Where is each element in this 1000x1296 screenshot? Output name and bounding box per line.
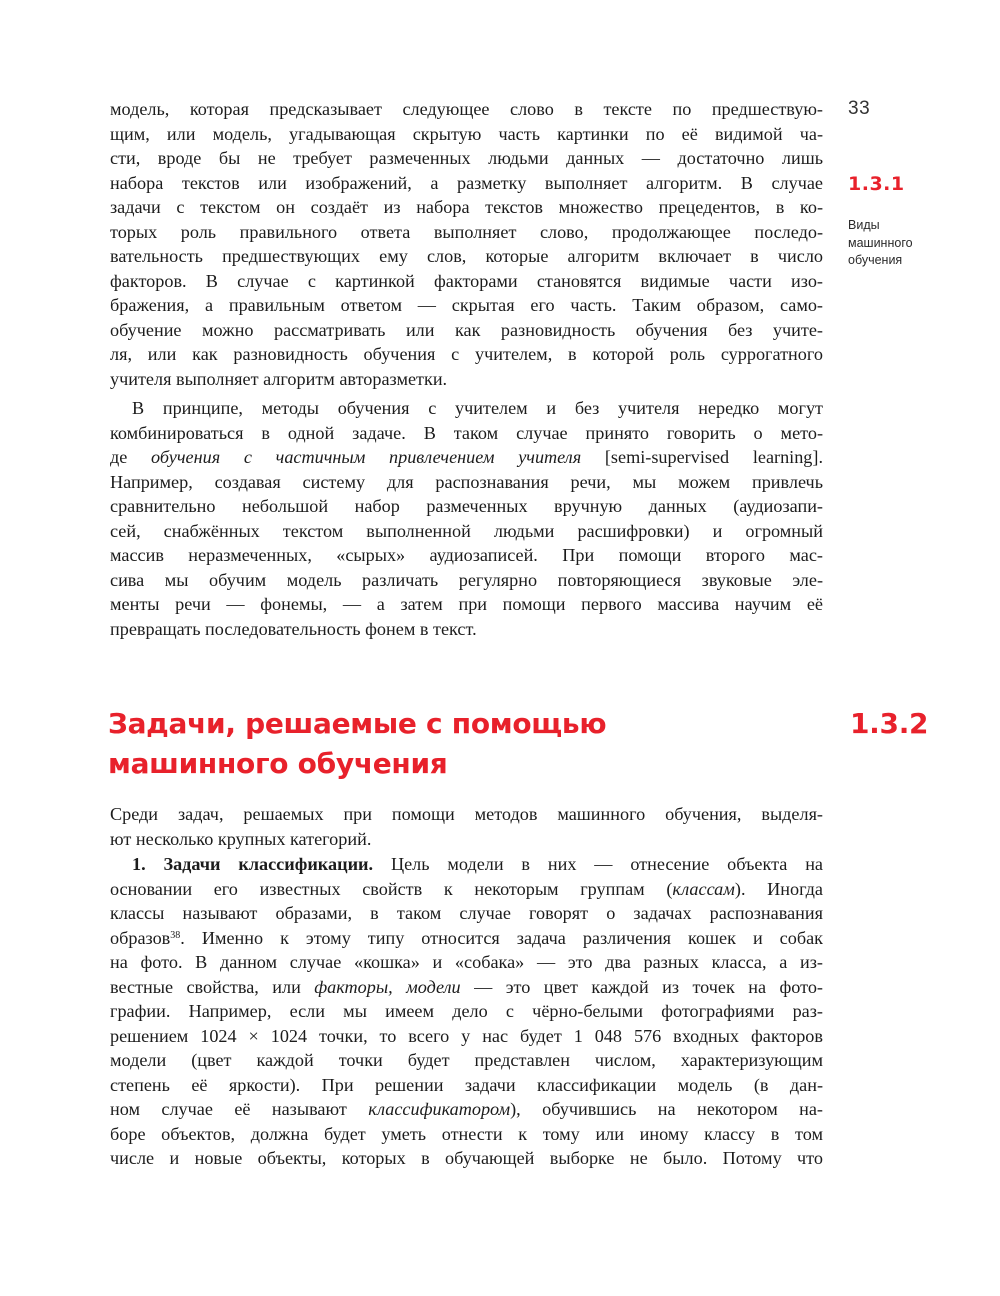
text-line: массив неразмеченных, «сырых» аудиозаписей. При помощи второго мас- (110, 545, 823, 565)
paragraph-2 (110, 396, 823, 641)
text-line: Среди задач, решаемых при помощи методов машинного обучения, выделя- (110, 804, 823, 824)
text-fragment: . Именно к этому типу относится задача различения кошек и собак (180, 927, 823, 948)
text-line: сти, вроде бы не требует размеченных людьми данных — достаточно лишь (110, 148, 823, 168)
text-fragment: де (110, 447, 152, 467)
margin-title-line: обучения (848, 253, 903, 267)
text-line: боре объектов, должна будет уметь отнести к тому или иному классу в том (110, 1123, 823, 1144)
text-line: модели (цвет каждой точки будет представлен числом, характеризующим (110, 1050, 823, 1070)
section-number: 1.3.2 (850, 707, 929, 740)
text-line: обучение можно рассматривать или как разновидность обучения без учите- (110, 319, 823, 340)
text-fragment: образов (110, 927, 171, 948)
text-line (110, 1097, 823, 1122)
text-line: на фото. В данном случае «кошка» и «собака» — это два разных класса, а из- (110, 952, 823, 972)
text-line: числе и новые объекты, которых в обучающей выборке не было. Потому что (110, 1148, 823, 1168)
text-line: учителя выполняет алгоритм авторазметки. (110, 368, 448, 389)
text-line: сравнительно небольшой набор размеченных вручную данных (аудиозапи- (110, 496, 823, 516)
text-fragment: ), обучившись на некотором на- (510, 1099, 823, 1119)
text-line (110, 445, 823, 470)
list-lead-classification: 1. Задачи классификации. (132, 854, 374, 874)
text-line: менты речи — фонемы, — а затем при помощи первого массива научим её (110, 594, 823, 614)
section-heading (108, 704, 728, 784)
text-line: ют несколько крупных категорий. (110, 828, 372, 849)
text-line: факторов. В случае с картинкой факторами становятся видимые части изо- (110, 270, 823, 291)
margin-title-line: Виды (848, 218, 880, 232)
paragraph-1 (110, 97, 823, 391)
text-line: сива мы обучим модель различать регулярно повторяющиеся звуковые эле- (110, 569, 823, 590)
text-line: классы называют образами, в таком случае говорят о задачах распознавания (110, 903, 823, 923)
text-line: торых роль правильного ответа выполняет слово, продолжающее последо- (110, 221, 823, 242)
text-line: набора текстов или изображений, а разметку выполняет алгоритм. В случае (110, 172, 823, 193)
margin-section-number: 1.3.1 (848, 173, 905, 195)
page-number: 33 (848, 98, 871, 119)
term-semi-supervised: обучения с частичным привлечением учителя (151, 447, 582, 467)
margin-section-title (848, 217, 958, 270)
section-heading-line: машинного обучения (108, 747, 448, 780)
text-line: комбинироваться в одной задаче. В таком случае принято говорить о мето- (110, 422, 823, 443)
margin-title-line: машинного (848, 235, 913, 250)
text-line: щим, или модель, угадывающая скрытую часть картинки по её видимой ча- (110, 123, 823, 144)
text-fragment: — это цвет каждой из точек на фото- (460, 976, 823, 997)
text-fragment: [semi-supervised learning]. (581, 447, 824, 467)
term-factors: факторы, модели (314, 976, 461, 997)
text-line: модель, которая предсказывает следующее слово в тексте по предшествую- (110, 99, 823, 119)
text-line: бражения, а правильным ответом — скрытая его часть. Таким образом, само- (110, 295, 823, 315)
term-classifier: классификатором (368, 1099, 511, 1119)
text-line (110, 877, 823, 902)
text-line: графии. Например, если мы имеем дело с чёрно-белыми фотографиями раз- (110, 1001, 823, 1021)
footnote-ref[interactable]: 38 (170, 929, 181, 941)
text-line: ля, или как разновидность обучения с учителем, в которой роль суррогатного (110, 344, 823, 364)
text-line: сей, снабжённых текстом выполненной людьми расшифровки) и огромный (110, 520, 823, 541)
term-classes: классам (672, 878, 735, 899)
text-line: степень её яркости). При решении задачи классификации модель (в дан- (110, 1074, 823, 1095)
paragraph-4 (110, 852, 823, 1171)
text-fragment: Цель модели в них — отнесение объекта на (373, 854, 824, 874)
text-fragment: основании его известных свойств к некоторым группам ( (110, 878, 673, 899)
text-line: решением 1024 × 1024 точки, то всего у нас будет 1 048 576 входных факторов (110, 1025, 823, 1046)
text-line (110, 975, 823, 1000)
text-line: превращать последовательность фонем в текст. (110, 618, 477, 639)
text-line (110, 852, 823, 877)
text-fragment: ). Иногда (734, 878, 823, 899)
text-line (110, 926, 823, 951)
paragraph-3 (110, 802, 823, 851)
text-line: вательность предшествующих ему слов, которые алгоритм включает в число (110, 246, 823, 266)
section-heading-line: Задачи, решаемые с помощью (108, 707, 607, 740)
text-line: Например, создавая систему для распознавания речи, мы можем привлечь (110, 471, 823, 492)
text-line: задачи с текстом он создаёт из набора текстов множество прецедентов, в ко- (110, 197, 823, 217)
text-line: В принципе, методы обучения с учителем и без учителя нередко могут (132, 398, 823, 418)
text-fragment: вестные свойства, или (110, 976, 315, 997)
text-fragment: ном случае её называют (110, 1099, 369, 1119)
